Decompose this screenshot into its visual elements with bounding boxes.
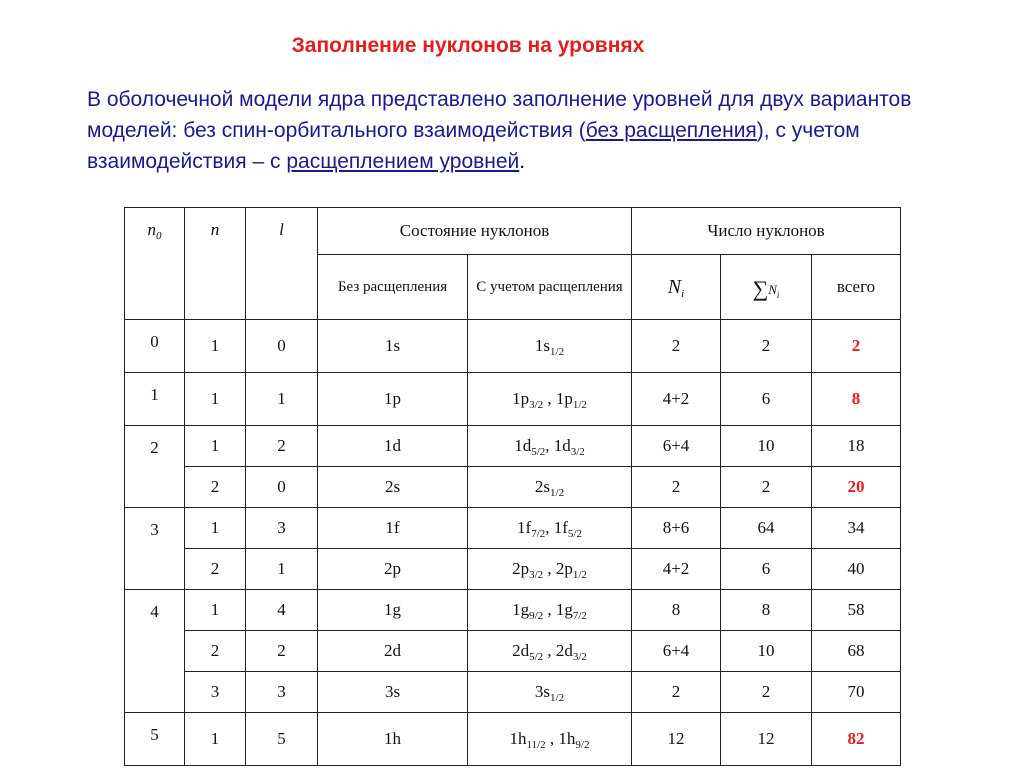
cell-state: 1f bbox=[318, 508, 468, 549]
split-level: 1d bbox=[514, 436, 532, 455]
header-total: всего bbox=[812, 255, 901, 320]
cell-state: 2p bbox=[318, 549, 468, 590]
cell-l: 4 bbox=[246, 590, 318, 631]
split-level: 1f bbox=[517, 518, 532, 537]
header-count: Число нуклонов bbox=[632, 208, 901, 255]
cell-total: 68 bbox=[812, 631, 901, 672]
nucleon-filling-table bbox=[124, 207, 901, 766]
cell-n0: 5 bbox=[125, 713, 185, 766]
split-level-j: 7/2 bbox=[531, 528, 546, 540]
split-level-j: 1/2 bbox=[572, 569, 587, 581]
cell-n: 1 bbox=[185, 713, 246, 766]
table-row bbox=[125, 713, 901, 766]
split-level: 2p bbox=[512, 559, 530, 578]
cell-split-state bbox=[468, 320, 632, 373]
cell-sum-ni: 64 bbox=[721, 508, 812, 549]
split-level-j: 11/2 bbox=[526, 739, 546, 751]
cell-n0: 4 bbox=[125, 590, 185, 713]
cell-n: 3 bbox=[185, 672, 246, 713]
table-row bbox=[125, 631, 901, 672]
split-level: 1p bbox=[512, 389, 530, 408]
cell-sum-ni: 6 bbox=[721, 373, 812, 426]
table-row bbox=[125, 508, 901, 549]
cell-l: 1 bbox=[246, 549, 318, 590]
cell-total: 18 bbox=[812, 426, 901, 467]
cell-sum-ni: 2 bbox=[721, 320, 812, 373]
split-level: 1g bbox=[555, 600, 573, 619]
cell-l: 2 bbox=[246, 426, 318, 467]
cell-sum-ni: 6 bbox=[721, 549, 812, 590]
split-level-j: 1/2 bbox=[572, 399, 587, 411]
cell-state: 2s bbox=[318, 467, 468, 508]
cell-n: 1 bbox=[185, 590, 246, 631]
cell-n: 2 bbox=[185, 467, 246, 508]
split-level-j: 3/2 bbox=[572, 651, 587, 663]
split-level-j: 3/2 bbox=[529, 569, 544, 581]
cell-total: 2 bbox=[812, 320, 901, 373]
cell-sum-ni: 2 bbox=[721, 467, 812, 508]
page-title: Заполнение нуклонов на уровнях bbox=[291, 34, 645, 57]
table-row bbox=[125, 373, 901, 426]
cell-ni: 4+2 bbox=[632, 549, 721, 590]
link-level-splitting[interactable]: расщеплением уровней bbox=[286, 150, 520, 173]
cell-split-state: $1h_{11/2}$ , $1h_{9/2}$ bbox=[468, 713, 632, 766]
cell-ni: 4+2 bbox=[632, 373, 721, 426]
cell-split-state: $1d_{5/2}$, $1d_{3/2}$ bbox=[468, 426, 632, 467]
header-state: Состояние нуклонов bbox=[318, 208, 632, 255]
table-row bbox=[125, 672, 901, 713]
split-level-j: 1/2 bbox=[550, 487, 565, 499]
cell-sum-ni: 8 bbox=[721, 590, 812, 631]
cell-state: 3s bbox=[318, 672, 468, 713]
cell-n0: 2 bbox=[125, 426, 185, 508]
cell-split-state: $1g_{9/2}$ , $1g_{7/2}$ bbox=[468, 590, 632, 631]
cell-sum-ni: 10 bbox=[721, 426, 812, 467]
cell-sum-ni: 10 bbox=[721, 631, 812, 672]
cell-total: 8 bbox=[812, 373, 901, 426]
link-no-splitting[interactable]: без расщепления bbox=[585, 119, 757, 142]
intro-text: В оболочечной модели ядра представлено заполнение уровней для двух вариантов моделей: без спин-орбитального взаимодействия ( bbox=[87, 88, 912, 142]
cell-n: 1 bbox=[185, 320, 246, 373]
split-level-j: 7/2 bbox=[572, 610, 587, 622]
header-no-splitting: Без расщепления bbox=[318, 255, 468, 320]
split-level: 2s bbox=[534, 477, 551, 496]
cell-split-state: $2p_{3/2}$ , $2p_{1/2}$ bbox=[468, 549, 632, 590]
cell-split-state: $1f_{7/2}$, $1f_{5/2}$ bbox=[468, 508, 632, 549]
cell-ni: 8 bbox=[632, 590, 721, 631]
split-level: 1p bbox=[555, 389, 573, 408]
table-row bbox=[125, 549, 901, 590]
cell-total: 58 bbox=[812, 590, 901, 631]
cell-ni: 8+6 bbox=[632, 508, 721, 549]
cell-l: 3 bbox=[246, 672, 318, 713]
split-level: 1f bbox=[553, 518, 568, 537]
cell-n: 2 bbox=[185, 631, 246, 672]
cell-state: 2d bbox=[318, 631, 468, 672]
header-sum-ni: $\sum N_i$ bbox=[721, 255, 812, 320]
split-level-j: 3/2 bbox=[529, 399, 544, 411]
split-level-j: 5/2 bbox=[529, 651, 544, 663]
cell-n: 1 bbox=[185, 508, 246, 549]
sum-symbol: ∑ bbox=[752, 276, 769, 301]
cell-state: 1p bbox=[318, 373, 468, 426]
split-level-j: 5/2 bbox=[531, 446, 546, 458]
cell-split-state bbox=[468, 672, 632, 713]
split-level: 1h bbox=[509, 729, 527, 748]
cell-split-state bbox=[468, 467, 632, 508]
cell-total: 40 bbox=[812, 549, 901, 590]
cell-total: 70 bbox=[812, 672, 901, 713]
cell-l: 5 bbox=[246, 713, 318, 766]
cell-n: 1 bbox=[185, 373, 246, 426]
intro-text: . bbox=[519, 150, 526, 173]
cell-l: 0 bbox=[246, 320, 318, 373]
table-header-row bbox=[125, 208, 901, 255]
cell-total: 34 bbox=[812, 508, 901, 549]
cell-n0: 1 bbox=[125, 373, 185, 426]
cell-n: 1 bbox=[185, 426, 246, 467]
header-l: l bbox=[246, 208, 318, 320]
intro-text: ), с учетом взаимодействия – с bbox=[87, 119, 860, 173]
cell-ni: 2 bbox=[632, 672, 721, 713]
cell-sum-ni: 2 bbox=[721, 672, 812, 713]
split-level: 2d bbox=[512, 641, 530, 660]
cell-l: 2 bbox=[246, 631, 318, 672]
table-row bbox=[125, 426, 901, 467]
cell-ni: 12 bbox=[632, 713, 721, 766]
cell-n0: 0 bbox=[125, 320, 185, 373]
header-ni: $N_i$ bbox=[632, 255, 721, 320]
cell-split-state: $2d_{5/2}$ , $2d_{3/2}$ bbox=[468, 631, 632, 672]
cell-split-state: $1p_{3/2}$ , $1p_{1/2}$ bbox=[468, 373, 632, 426]
cell-l: 1 bbox=[246, 373, 318, 426]
split-level: 1s bbox=[534, 336, 551, 355]
split-level-j: 3/2 bbox=[570, 446, 585, 458]
cell-l: 0 bbox=[246, 467, 318, 508]
cell-sum-ni: 12 bbox=[721, 713, 812, 766]
split-level: 1g bbox=[512, 600, 530, 619]
cell-total: 20 bbox=[812, 467, 901, 508]
header-n0: $n_0$ bbox=[125, 208, 185, 320]
cell-l: 3 bbox=[246, 508, 318, 549]
split-level: 2p bbox=[555, 559, 573, 578]
split-level-j: 9/2 bbox=[529, 610, 544, 622]
table-body bbox=[125, 320, 901, 766]
split-level-j: 1/2 bbox=[550, 346, 565, 358]
cell-ni: 2 bbox=[632, 320, 721, 373]
header-n: n bbox=[185, 208, 246, 320]
cell-state: 1g bbox=[318, 590, 468, 631]
table-row bbox=[125, 467, 901, 508]
cell-ni: 2 bbox=[632, 467, 721, 508]
cell-total: 82 bbox=[812, 713, 901, 766]
cell-ni: 6+4 bbox=[632, 631, 721, 672]
cell-state: 1s bbox=[318, 320, 468, 373]
intro-paragraph bbox=[87, 84, 967, 177]
split-level-j: 1/2 bbox=[550, 692, 565, 704]
cell-state: 1d bbox=[318, 426, 468, 467]
split-level: 3s bbox=[534, 682, 551, 701]
cell-state: 1h bbox=[318, 713, 468, 766]
cell-n: 2 bbox=[185, 549, 246, 590]
header-with-splitting: С учетом расщепления bbox=[468, 255, 632, 320]
cell-n0: 3 bbox=[125, 508, 185, 590]
cell-ni: 6+4 bbox=[632, 426, 721, 467]
table-row bbox=[125, 590, 901, 631]
split-level-j: 5/2 bbox=[567, 528, 582, 540]
split-level: 1d bbox=[553, 436, 571, 455]
split-level: 2d bbox=[555, 641, 573, 660]
split-level-j: 9/2 bbox=[575, 739, 590, 751]
split-level: 1h bbox=[558, 729, 576, 748]
table-row bbox=[125, 320, 901, 373]
